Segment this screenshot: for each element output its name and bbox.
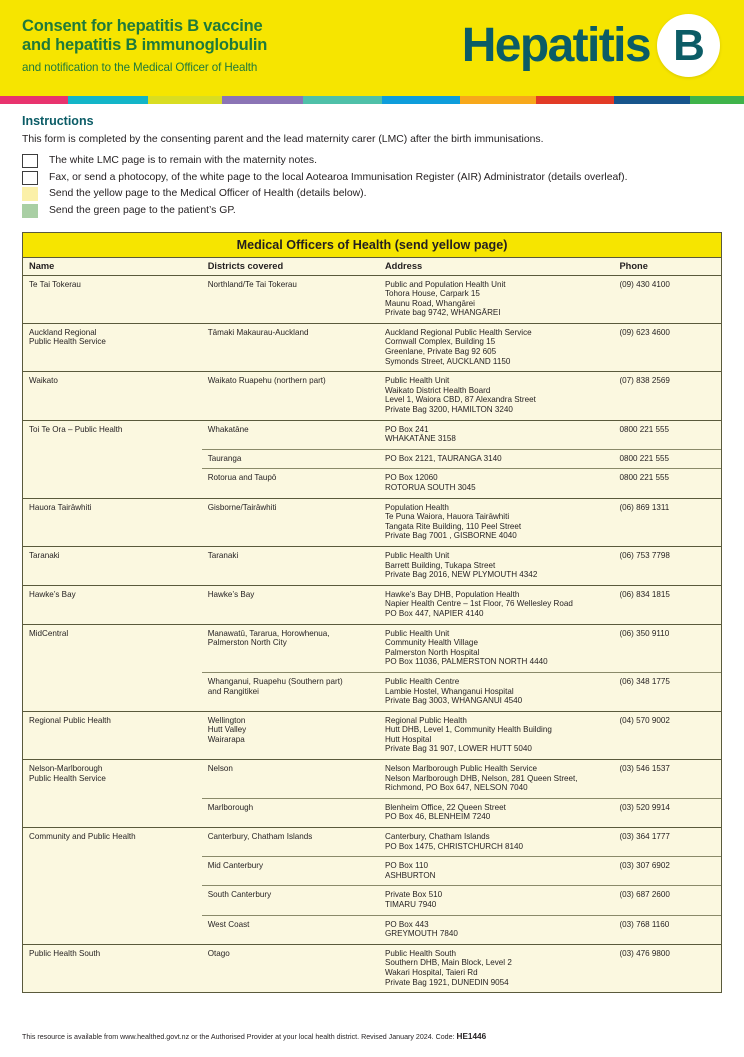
cell-address	[379, 469, 614, 498]
cell-line: (03) 768 1160	[619, 919, 670, 929]
stripe-segment-10	[690, 96, 744, 104]
footer-code: HE1446	[456, 1032, 487, 1041]
cell-phone	[613, 498, 721, 546]
cell-districts	[202, 886, 379, 915]
table-row	[23, 323, 721, 371]
cell-districts	[202, 828, 379, 857]
cell-line: Maunu Road, Whangārei	[384, 298, 475, 308]
cell-line: Blenheim Office, 22 Queen Street	[384, 802, 506, 812]
instruction-colour-swatch-yellow	[22, 187, 38, 201]
cell-line: Waikato District Health Board	[384, 385, 491, 395]
cell-address	[379, 760, 614, 799]
instructions-list	[22, 154, 722, 218]
cell-line: Te Tai Tokerau	[29, 279, 81, 289]
cell-line: Hutt Hospital	[384, 734, 432, 744]
title-block	[22, 0, 267, 74]
cell-line: Public and Population Health Unit	[384, 279, 506, 289]
cell-line: 0800 221 555	[619, 453, 669, 463]
cell-line: Regional Public Health	[29, 715, 111, 725]
cell-line: Richmond, PO Box 647, NELSON 7040	[384, 783, 528, 793]
cell-line: Manawatū, Tararua, Horowhenua,	[207, 628, 330, 638]
cell-line: Private bag 9742, WHANGĀREI	[384, 308, 501, 318]
cell-line: Community Health Village	[384, 638, 478, 648]
table-title: Medical Officers of Health (send yellow page)	[23, 233, 721, 258]
cell-line: Public Health Centre	[384, 676, 460, 686]
cell-name	[23, 857, 202, 886]
cell-districts	[202, 915, 379, 944]
column-header-name: Name	[23, 258, 202, 276]
stripe-segment-4	[222, 96, 303, 104]
cell-districts	[202, 449, 379, 469]
cell-line: Private Bag 3200, HAMILTON 3240	[384, 405, 513, 415]
cell-line: South Canterbury	[207, 890, 272, 900]
cell-address	[379, 828, 614, 857]
page-title-line-2: and hepatitis B immunoglobulin	[22, 35, 268, 54]
table-row	[23, 760, 721, 799]
cell-line: Napier Health Centre – 1st Floor, 76 Wellesley Road	[384, 599, 573, 609]
cell-phone	[613, 798, 721, 827]
stripe-segment-7	[460, 96, 536, 104]
cell-address	[379, 886, 614, 915]
instruction-label: Fax, or send a photocopy, of the white page to the local Aotearoa Immunisation Register (AIR) Administrator (details overleaf).	[49, 171, 628, 183]
stripe-segment-6	[382, 96, 460, 104]
cell-line: Hawke’s Bay	[207, 589, 255, 599]
cell-line: (03) 687 2600	[619, 890, 670, 900]
stripe-segment-5	[303, 96, 382, 104]
cell-address	[379, 498, 614, 546]
cell-line: Southern DHB, Main Block, Level 2	[384, 958, 512, 968]
cell-name	[23, 760, 202, 799]
cell-districts	[202, 760, 379, 799]
cell-line: PO Box 1475, CHRISTCHURCH 8140	[384, 841, 524, 851]
instructions-intro: This form is completed by the consenting parent and the lead maternity carer (LMC) after the birth immunisations.	[22, 134, 544, 145]
table-row	[23, 372, 721, 420]
cell-line: ROTORUA SOUTH 3045	[384, 483, 476, 492]
cell-line: Greenlane, Private Bag 92 605	[384, 347, 497, 357]
cell-line: Public Health Unit	[384, 376, 450, 386]
cell-line: TIMARU 7940	[384, 900, 437, 909]
hepatitis-b-logo	[462, 0, 722, 77]
cell-address	[379, 711, 614, 759]
cell-phone	[613, 449, 721, 469]
cell-phone	[613, 420, 721, 449]
cell-line: PO Box 2121, TAURANGA 3140	[384, 453, 502, 463]
cell-line: (06) 869 1311	[619, 502, 670, 512]
cell-line: Population Health	[384, 502, 449, 512]
cell-name	[23, 828, 202, 857]
instruction-row-1	[22, 154, 722, 168]
cell-line: Private Bag 31 907, LOWER HUTT 5040	[384, 744, 532, 754]
stripe-segment-3	[148, 96, 222, 104]
cell-line: Taranaki	[29, 550, 60, 560]
table-row	[23, 585, 721, 624]
table-header-row	[23, 258, 721, 276]
cell-line: Canterbury, Chatham Islands	[207, 832, 313, 842]
instructions-heading: Instructions	[22, 114, 94, 128]
cell-address	[379, 449, 614, 469]
cell-line: GREYMOUTH 7840	[384, 929, 458, 939]
cell-line: (03) 476 9800	[619, 948, 670, 958]
cell-districts	[202, 711, 379, 759]
cell-name	[23, 449, 202, 469]
cell-districts	[202, 275, 379, 323]
table-row	[23, 828, 721, 857]
cell-phone	[613, 828, 721, 857]
cell-line: PO Box 11036, PALMERSTON NORTH 4440	[384, 657, 548, 667]
table-row	[23, 886, 721, 915]
cell-line: Waikato	[29, 376, 58, 386]
cell-name	[23, 624, 202, 672]
instruction-row-3	[22, 187, 722, 201]
page-title-line-1: Consent for hepatitis B vaccine	[22, 17, 263, 35]
cell-line: Northland/Te Tai Tokerau	[207, 279, 297, 289]
cell-districts	[202, 546, 379, 585]
cell-line: Barrett Building, Tukapa Street	[384, 560, 496, 570]
cell-districts	[202, 857, 379, 886]
cell-districts	[202, 469, 379, 498]
table-row	[23, 798, 721, 827]
cell-line: Te Puna Waiora, Hauora Tairāwhiti	[384, 512, 510, 522]
cell-line: Private Bag 7001 , GISBORNE 4040	[384, 531, 517, 541]
cell-phone	[613, 469, 721, 498]
cell-address	[379, 857, 614, 886]
column-header-address: Address	[379, 258, 614, 276]
cell-districts	[202, 498, 379, 546]
cell-line: Hauora Tairāwhiti	[29, 502, 92, 512]
cell-phone	[613, 711, 721, 759]
cell-name	[23, 915, 202, 944]
cell-line: PO Box 110	[384, 861, 429, 871]
cell-line: ASHBURTON	[384, 870, 436, 880]
cell-line: PO Box 46, BLENHEIM 7240	[384, 812, 491, 822]
cell-name	[23, 798, 202, 827]
cell-name	[23, 498, 202, 546]
cell-line: Lambie Hostel, Whanganui Hospital	[384, 686, 514, 696]
cell-line: Auckland Regional Public Health Service	[384, 327, 532, 337]
table-row	[23, 498, 721, 546]
cell-line: Level 1, Waiora CBD, 87 Alexandra Street	[384, 395, 536, 405]
cell-name	[23, 672, 202, 711]
table-row	[23, 449, 721, 469]
cell-line: Nelson-Marlborough	[29, 764, 103, 774]
table-row	[23, 672, 721, 711]
cell-phone	[613, 944, 721, 992]
cell-line: Hutt DHB, Level 1, Community Health Building	[384, 725, 552, 735]
stripe-segment-8	[536, 96, 614, 104]
cell-line: Waikato Ruapehu (northern part)	[207, 376, 326, 386]
cell-line: Hawke’s Bay	[29, 589, 76, 599]
cell-phone	[613, 323, 721, 371]
cell-line: Public Health South	[29, 948, 101, 958]
table-row	[23, 469, 721, 498]
cell-line: Rotorua and Taupō	[207, 473, 277, 483]
cell-line: (06) 348 1775	[619, 676, 670, 686]
brand-letter-b: B	[673, 20, 704, 70]
cell-phone	[613, 546, 721, 585]
cell-address	[379, 798, 614, 827]
cell-address	[379, 915, 614, 944]
cell-line: Public Health Service	[29, 773, 106, 783]
cell-line: Tauranga	[207, 453, 242, 463]
cell-name	[23, 585, 202, 624]
cell-line: Wairarapa	[207, 734, 245, 744]
cell-line: Public Health Unit	[384, 550, 450, 560]
cell-line: Hutt Valley	[207, 725, 247, 735]
cell-address	[379, 420, 614, 449]
cell-line: (03) 546 1537	[619, 764, 670, 774]
cell-districts	[202, 323, 379, 371]
cell-line: 0800 221 555	[619, 473, 669, 483]
cell-line: Tāmaki Makaurau-Auckland	[207, 327, 309, 337]
cell-line: (03) 364 1777	[619, 832, 670, 842]
cell-line: Mid Canterbury	[207, 861, 264, 871]
column-header-phone: Phone	[613, 258, 721, 276]
cell-phone	[613, 760, 721, 799]
cell-line: Nelson Marlborough Public Health Service	[384, 764, 538, 774]
cell-line: Whakatāne	[207, 424, 249, 434]
cell-line: Public Health Unit	[384, 628, 450, 638]
cell-line: PO Box 443	[384, 919, 429, 929]
cell-line: Otago	[207, 948, 230, 958]
cell-line: Marlborough	[207, 802, 254, 812]
cell-name	[23, 944, 202, 992]
cell-line: (06) 834 1815	[619, 589, 670, 599]
cell-line: Toi Te Ora – Public Health	[29, 424, 123, 434]
cell-phone	[613, 624, 721, 672]
instructions-section	[0, 104, 744, 218]
cell-line: (07) 838 2569	[619, 376, 670, 386]
officers-table	[23, 258, 721, 993]
cell-line: Private Bag 2016, NEW PLYMOUTH 4342	[384, 570, 538, 580]
cell-address	[379, 323, 614, 371]
cell-line: Palmerston North Hospital	[384, 647, 480, 657]
stripe-segment-2	[68, 96, 148, 104]
cell-line: PO Box 241	[384, 424, 429, 434]
cell-line: West Coast	[207, 919, 250, 929]
stripe-segment-1	[0, 96, 68, 104]
page-subtitle: and notification to the Medical Officer of Health	[22, 61, 258, 74]
cell-districts	[202, 624, 379, 672]
page-header	[0, 0, 744, 96]
brand-wordmark: Hepatitis	[461, 18, 650, 72]
instruction-colour-swatch-green	[22, 204, 38, 218]
cell-line: Hawke’s Bay DHB, Population Health	[384, 589, 520, 599]
cell-districts	[202, 585, 379, 624]
cell-line: WHAKATĀNE 3158	[384, 434, 456, 444]
table-row	[23, 915, 721, 944]
cell-districts	[202, 420, 379, 449]
table-row	[23, 857, 721, 886]
cell-name	[23, 886, 202, 915]
cell-line: Tangata Rite Building, 110 Peel Street	[384, 521, 522, 531]
cell-phone	[613, 585, 721, 624]
cell-line: Nelson Marlborough DHB, Nelson, 281 Queen Street,	[384, 773, 578, 783]
cell-phone	[613, 372, 721, 420]
cell-address	[379, 585, 614, 624]
cell-line: 0800 221 555	[619, 424, 669, 434]
cell-line: Whanganui, Ruapehu (Southern part)	[207, 676, 343, 686]
brand-circle-badge	[657, 14, 720, 77]
stripe-segment-9	[614, 96, 690, 104]
cell-line: Gisborne/Tairāwhiti	[207, 502, 277, 512]
table-head	[23, 258, 721, 276]
cell-line: (03) 307 6902	[619, 861, 670, 871]
cell-line: Cornwall Complex, Building 15	[384, 337, 496, 347]
cell-line: (04) 570 9002	[619, 715, 670, 725]
cell-line: Public Health South	[384, 948, 457, 958]
cell-line: MidCentral	[29, 628, 69, 638]
cell-address	[379, 624, 614, 672]
cell-line: Community and Public Health	[29, 832, 136, 842]
cell-address	[379, 944, 614, 992]
cell-line: Taranaki	[207, 550, 239, 560]
colour-stripe-band	[0, 96, 744, 104]
cell-phone	[613, 672, 721, 711]
cell-address	[379, 546, 614, 585]
cell-name	[23, 546, 202, 585]
footer-text: This resource is available from www.healthed.govt.nz or the Authorised Provider at your local health district. Revised January 2024. Code:	[22, 1033, 455, 1041]
cell-line: (09) 430 4100	[619, 279, 670, 289]
cell-line: (03) 520 9914	[619, 802, 670, 812]
instruction-label: Send the yellow page to the Medical Officer of Health (details below).	[49, 188, 367, 199]
instruction-label: Send the green page to the patient’s GP.	[49, 204, 236, 216]
cell-line: Wellington	[207, 715, 246, 725]
cell-line: PO Box 12060	[384, 473, 438, 483]
cell-districts	[202, 798, 379, 827]
cell-phone	[613, 886, 721, 915]
cell-line: Canterbury, Chatham Islands	[384, 832, 490, 842]
table-row	[23, 420, 721, 449]
cell-line: Auckland Regional	[29, 327, 97, 337]
cell-line: PO Box 447, NAPIER 4140	[384, 608, 484, 618]
cell-name	[23, 420, 202, 449]
cell-line: Public Health Service	[29, 337, 106, 347]
cell-line: Private Bag 3003, WHANGANUI 4540	[384, 696, 523, 706]
cell-address	[379, 672, 614, 711]
instruction-row-2	[22, 171, 722, 185]
medical-officers-table	[22, 232, 722, 994]
cell-line: Private Box 510	[384, 890, 443, 900]
table-body	[23, 275, 721, 992]
table-row	[23, 944, 721, 992]
instruction-row-4	[22, 204, 722, 218]
cell-line: (06) 350 9110	[619, 628, 670, 638]
cell-line: (06) 753 7798	[619, 550, 670, 560]
cell-line: Symonds Street, AUCKLAND 1150	[384, 356, 511, 366]
cell-name	[23, 711, 202, 759]
cell-address	[379, 275, 614, 323]
instruction-label: The white LMC page is to remain with the maternity notes.	[49, 155, 317, 166]
cell-districts	[202, 672, 379, 711]
cell-line: Private Bag 1921, DUNEDIN 9054	[384, 977, 509, 987]
instruction-checkbox[interactable]	[22, 154, 38, 168]
cell-districts	[202, 372, 379, 420]
cell-name	[23, 323, 202, 371]
table-row	[23, 546, 721, 585]
cell-line: Palmerston North City	[207, 638, 287, 648]
cell-line: Wakari Hospital, Taieri Rd	[384, 967, 478, 977]
cell-districts	[202, 944, 379, 992]
cell-line: Tohora House, Carpark 15	[384, 289, 480, 299]
cell-line: Nelson	[207, 764, 233, 774]
cell-name	[23, 275, 202, 323]
footer-note	[22, 1032, 722, 1041]
table-row	[23, 711, 721, 759]
table-row	[23, 624, 721, 672]
cell-line: Regional Public Health	[384, 715, 467, 725]
table-row	[23, 275, 721, 323]
column-header-districts: Districts covered	[202, 258, 379, 276]
cell-address	[379, 372, 614, 420]
cell-phone	[613, 915, 721, 944]
cell-phone	[613, 275, 721, 323]
instruction-checkbox[interactable]	[22, 171, 38, 185]
cell-phone	[613, 857, 721, 886]
cell-name	[23, 469, 202, 498]
cell-line: and Rangitikei	[207, 686, 259, 696]
cell-line: (09) 623 4600	[619, 327, 670, 337]
cell-name	[23, 372, 202, 420]
